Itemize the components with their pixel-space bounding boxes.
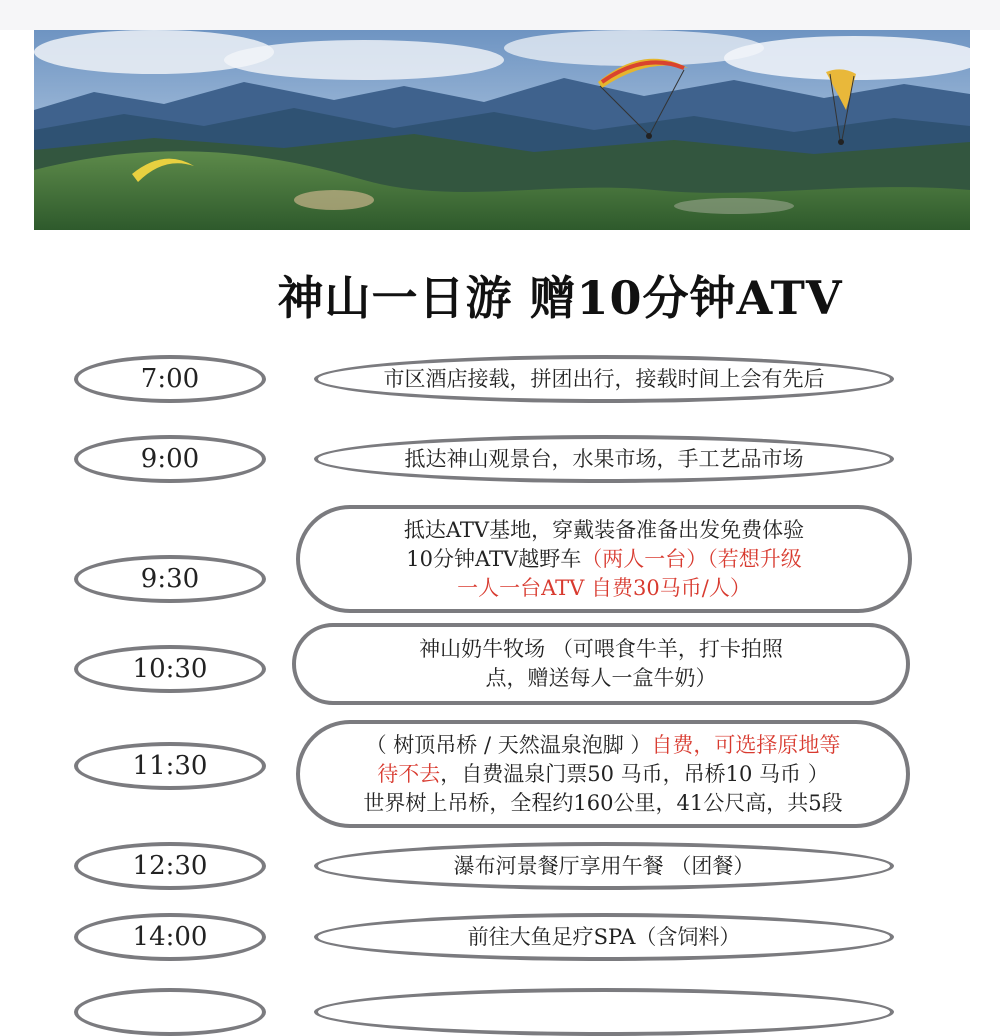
description-text: 瀑布河景餐厅享用午餐 （团餐）	[453, 853, 755, 878]
description-text: ，自费温泉门票50 马币，吊桥10 马币 ）	[440, 761, 829, 786]
description-line	[457, 574, 751, 603]
description-pill	[296, 720, 910, 828]
description-text: 抵达神山观景台，水果市场，手工艺品市场	[404, 446, 804, 471]
description-line	[377, 760, 828, 789]
time-pill: 7:00	[74, 355, 266, 403]
time-pill: 10:30	[74, 645, 266, 693]
description-pill	[314, 435, 894, 483]
description-line	[366, 731, 841, 760]
description-line	[404, 516, 804, 545]
highlight-text: 待不去	[377, 761, 441, 786]
description-text: 10分钟ATV越野车	[406, 546, 582, 571]
highlight-text: 自费，可选择原地等	[651, 732, 841, 757]
description-line	[384, 365, 825, 394]
description-pill	[314, 913, 894, 961]
description-line	[486, 664, 717, 693]
time-pill	[74, 988, 266, 1036]
description-line	[468, 923, 741, 952]
description-pill	[314, 842, 894, 890]
description-text: 前往大鱼足疗SPA（含饲料）	[467, 924, 741, 949]
description-text: 市区酒店接载，拼团出行，接载时间上会有先后	[383, 366, 825, 391]
description-text: （ 树顶吊桥 / 天然温泉泡脚 ）	[365, 732, 652, 757]
time-pill: 14:00	[74, 913, 266, 961]
description-text: 点，赠送每人一盒牛奶）	[485, 666, 717, 690]
description-line	[405, 445, 804, 474]
description-pill	[314, 355, 894, 403]
top-strip	[0, 0, 1000, 30]
time-pill: 9:00	[74, 435, 266, 483]
time-pill: 12:30	[74, 842, 266, 890]
highlight-text: （两人一台）（若想升级	[581, 546, 802, 571]
time-pill: 9:30	[74, 555, 266, 603]
description-line	[363, 789, 842, 818]
page-title: 神山一日游 赠10分钟ATV	[277, 271, 843, 325]
description-text: 抵达ATV基地，穿戴装备准备出发免费体验	[403, 517, 805, 542]
description-pill	[296, 505, 912, 613]
description-text: 世界树上吊桥，全程约160公里，41公尺高，共5段	[363, 790, 843, 815]
highlight-text: 一人一台ATV 自费30马币/人）	[457, 575, 751, 600]
mountain-landscape-illustration	[34, 30, 970, 230]
description-line	[419, 635, 783, 664]
description-pill	[314, 988, 894, 1036]
description-pill	[292, 623, 910, 705]
banner-image	[34, 30, 970, 230]
description-line	[454, 852, 755, 881]
description-text: 神山奶牛牧场 （可喂食牛羊，打卡拍照	[419, 637, 783, 661]
description-line	[406, 545, 801, 574]
time-pill: 11:30	[74, 742, 266, 790]
